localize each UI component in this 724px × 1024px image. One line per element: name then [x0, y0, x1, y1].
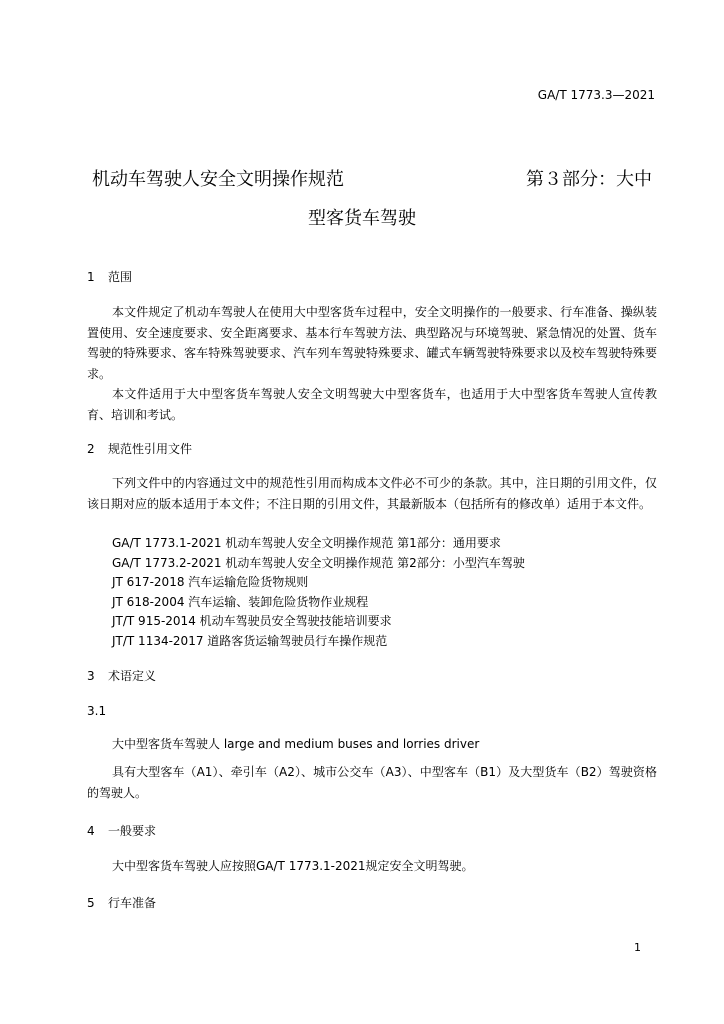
section-title: 术语定义: [108, 669, 157, 683]
section-1-paragraph-2: 本文件适用于大中型客货车驾驶人安全文明驾驶大中型客货车，也适用于大中型客货车驾驶人宣传教育、培训和考试。: [87, 387, 657, 422]
section-title: 范围: [108, 270, 133, 284]
title-main: 机动车驾驶人安全文明操作规范: [92, 169, 344, 190]
reference-item: GA/T 1773.2-2021 机动车驾驶人安全文明操作规范 第2部分：小型汽车驾驶: [112, 555, 525, 570]
section-3-heading: [87, 667, 156, 684]
section-number: 4: [87, 824, 95, 838]
section-5-heading: [87, 894, 156, 911]
term-entry: 大中型客货车驾驶人 large and medium buses and lorries driver: [112, 737, 480, 751]
page-number: 1: [634, 941, 641, 954]
section-number: 5: [87, 896, 95, 910]
reference-item: JT 618-2004 汽车运输、装卸危险货物作业规程: [112, 594, 369, 609]
section-2-heading: [87, 440, 192, 457]
section-number: 2: [87, 442, 95, 456]
subsection-3-1-number: 3.1: [87, 704, 107, 718]
standard-code: GA/T 1773.3—2021: [537, 88, 655, 102]
reference-list: [112, 534, 525, 651]
section-4-paragraph: 大中型客货车驾驶人应按照GA/T 1773.1-2021规定安全文明驾驶。: [112, 859, 474, 873]
title-continuation: 型客货车驾驶: [308, 208, 416, 229]
section-title: 行车准备: [108, 896, 157, 910]
section-number: 3: [87, 669, 95, 683]
section-title: 规范性引用文件: [108, 442, 193, 456]
reference-item: GA/T 1773.1-2021 机动车驾驶人安全文明操作规范 第1部分：通用要求: [112, 536, 501, 550]
title-part: 第３部分：大中: [526, 169, 652, 190]
reference-item: JT/T 915-2014 机动车驾驶员安全驾驶技能培训要求: [112, 614, 392, 628]
section-title: 一般要求: [108, 824, 157, 838]
section-4-heading: [87, 822, 156, 839]
reference-item: JT 617-2018 汽车运输危险货物规则: [112, 575, 309, 589]
section-2-paragraph: 下列文件中的内容通过文中的规范性引用而构成本文件必不可少的条款。其中，注日期的引用文件，仅该日期对应的版本适用于本文件；不注日期的引用文件，其最新版本（包括所有的修改单）适用于本文件。: [87, 476, 657, 511]
term-definition: 具有大型客车（A1）、牵引车（A2）、城市公交车（A3）、中型客车（B1）及大型货车（B2）驾驶资格的驾驶人。: [87, 765, 657, 800]
section-1-heading: [87, 268, 132, 285]
section-number: 1: [87, 270, 95, 284]
section-1-paragraph-1: 本文件规定了机动车驾驶人在使用大中型客货车过程中，安全文明操作的一般要求、行车准备、操纵装置使用、安全速度要求、安全距离要求、基本行车驾驶方法、典型路况与环境驾驶、紧急情况的处置、货车驾驶的特殊要求、客车特殊驾驶要求、汽车列车驾驶特殊要求、罐式车辆驾驶特殊要求以及校车驾驶特殊要求。: [87, 305, 657, 381]
reference-item: JT/T 1134-2017 道路客货运输驾驶员行车操作规范: [112, 633, 388, 648]
